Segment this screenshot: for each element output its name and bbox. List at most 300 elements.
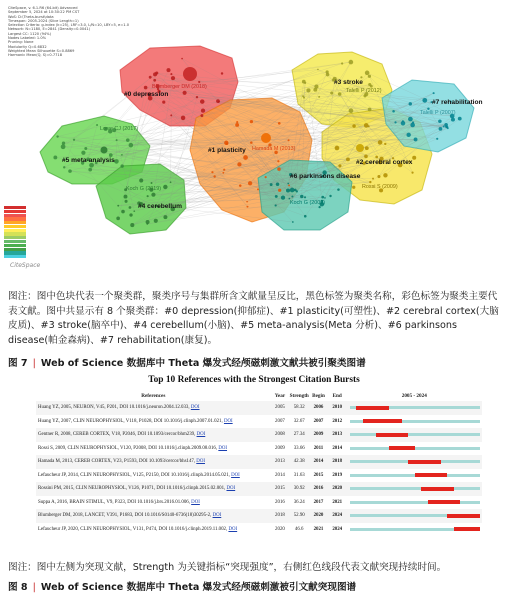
- network-node: [446, 126, 448, 128]
- burst-begin: 2009: [309, 428, 328, 442]
- header-info-line: CiteSpace, v. 6.1.R6 (64-bit) Advanced: [8, 6, 78, 10]
- network-node: [114, 159, 119, 164]
- burst-reference-text: Lefaucheur JP, 2014, CLIN NEUROPHYSIOL, V125, P2150, DOI 10.1016/j.clinph.2014.05.021,: [38, 472, 232, 478]
- burst-strength: 32.67: [293, 418, 305, 424]
- legend-swatch: [4, 217, 26, 220]
- burst-timeline-cell: [347, 401, 482, 415]
- network-node: [302, 95, 304, 97]
- burst-strength: 36.24: [293, 499, 305, 505]
- network-node: [296, 190, 298, 192]
- burst-reference: [36, 455, 271, 469]
- legend-swatch: [4, 221, 26, 224]
- network-node: [422, 98, 427, 103]
- network-node: [277, 167, 281, 171]
- network-node: [130, 223, 134, 227]
- header-info-line: Nodes Labeled: 1.0%: [8, 36, 47, 41]
- network-node: [146, 220, 150, 224]
- author-label-koch-2009: Koch G (2009): [290, 200, 326, 206]
- burst-reference: [36, 482, 271, 496]
- figure7-separator: |: [32, 358, 36, 369]
- burst-timeline-track: [350, 420, 480, 423]
- burst-duration-segment: [363, 419, 402, 423]
- cluster-label-5: #5 meta-analysis: [62, 157, 115, 164]
- burst-table-header: [36, 392, 482, 401]
- burst-timeline-cell: [347, 482, 482, 496]
- cluster-label-2: #2 cerebral cortex: [356, 159, 413, 166]
- network-node: [341, 62, 343, 64]
- burst-timeline-cell: [347, 428, 482, 442]
- network-node: [443, 125, 445, 127]
- network-node: [166, 68, 170, 72]
- burst-reference-text: Hamada M, 2013, CEREB CORTEX, V23, P1593, DOI 10.1093/cercor/bhs147,: [38, 459, 197, 465]
- burst-year: 2015: [271, 482, 290, 496]
- header-info-line: WoS: D:\Theta-burst\data: [8, 14, 54, 19]
- network-node: [239, 184, 242, 187]
- doi-link[interactable]: DOI: [218, 445, 228, 451]
- burst-timeline-track: [350, 447, 480, 450]
- network-node: [223, 169, 225, 171]
- network-node: [155, 71, 158, 74]
- legend-swatch: [4, 255, 26, 258]
- burst-end: 2024: [328, 509, 347, 523]
- network-node: [352, 186, 355, 189]
- network-node: [290, 188, 295, 193]
- author-label-lowe: Lowe CJ (2017): [100, 126, 139, 132]
- network-node: [149, 76, 152, 79]
- header-info-line: Largest CC: 1120 (94%): [8, 31, 51, 36]
- network-node: [96, 124, 98, 126]
- network-node: [154, 219, 158, 223]
- burst-year: 2018: [271, 509, 290, 523]
- legend-swatch: [4, 214, 26, 217]
- network-node: [377, 175, 380, 178]
- burst-timeline-track: [350, 528, 480, 531]
- burst-year: 2020: [275, 526, 285, 532]
- network-node: [63, 166, 65, 168]
- network-node: [171, 76, 175, 80]
- header-end: End: [332, 393, 342, 399]
- network-node: [364, 154, 368, 158]
- legend-swatch: [4, 248, 26, 251]
- network-node: [162, 101, 165, 104]
- network-node: [129, 213, 132, 216]
- network-node: [139, 178, 143, 182]
- network-node: [300, 195, 303, 198]
- burst-strength: 30.92: [289, 482, 309, 496]
- network-node: [218, 101, 220, 103]
- network-node: [451, 118, 455, 122]
- cluster-label-3: #3 stroke: [334, 79, 363, 86]
- network-node: [133, 210, 135, 212]
- network-node: [335, 146, 340, 151]
- doi-link[interactable]: DOI: [228, 526, 238, 532]
- network-node: [198, 81, 200, 83]
- network-node: [288, 139, 290, 141]
- header-info-line: Network: N=1180, E=2841 (Density=0.0041): [8, 27, 91, 32]
- network-node: [318, 96, 320, 98]
- burst-reference: [36, 428, 271, 442]
- burst-year: 2009: [275, 445, 285, 451]
- network-node: [257, 188, 259, 190]
- network-node: [411, 172, 413, 174]
- network-node: [329, 195, 331, 197]
- burst-end: 2019: [332, 472, 343, 478]
- network-node: [81, 151, 85, 155]
- network-node: [304, 215, 307, 218]
- burst-begin: 2006: [309, 401, 328, 415]
- burst-strength: 46.6: [294, 526, 304, 532]
- legend-swatch: [4, 225, 26, 228]
- network-node: [338, 92, 342, 96]
- network-node: [126, 138, 130, 142]
- network-node: [436, 138, 438, 140]
- network-node: [201, 108, 205, 112]
- network-node: [291, 195, 293, 197]
- network-node: [414, 137, 418, 141]
- network-node: [372, 178, 374, 180]
- cluster-label-1: #1 plasticity: [208, 147, 246, 154]
- network-node: [313, 88, 317, 92]
- burst-duration-segment: [415, 473, 448, 477]
- doi-link[interactable]: DOI: [223, 418, 233, 424]
- network-node: [237, 162, 241, 166]
- network-node: [170, 114, 172, 116]
- network-node: [346, 157, 350, 161]
- burst-begin: 2021: [313, 526, 324, 532]
- burst-reference-text: Suppa A, 2016, BRAIN STIMUL, V9, P323, DOI 10.1016/j.brs.2016.01.006,: [38, 499, 192, 505]
- network-node: [117, 205, 119, 207]
- burst-begin: 2016: [309, 482, 328, 496]
- network-node: [53, 156, 57, 160]
- network-node: [318, 206, 320, 208]
- network-node: [321, 196, 324, 199]
- burst-duration-segment: [376, 433, 409, 437]
- burst-reference-text: Huang YZ, 2007, CLIN NEUROPHYSIOL, V118, P1028, DOI 10.1016/j.clinph.2007.01.021,: [38, 418, 224, 424]
- cocitation-network-figure: [0, 0, 508, 290]
- network-node: [84, 147, 87, 150]
- burst-reference: [36, 496, 271, 510]
- header-info-line: Pruning: None: [8, 40, 34, 45]
- burst-reference-text: Rossi S, 2009, CLIN NEUROPHYSIOL, V120, P2008, DOI 10.1016/j.clinph.2009.08.016,: [38, 445, 219, 451]
- network-node: [368, 83, 371, 86]
- header-range: 2005 - 2024: [401, 393, 427, 399]
- network-node: [369, 181, 371, 183]
- burst-reference: [36, 509, 271, 523]
- burst-reference-text: Huang YZ, 2005, NEURON, V45, P201, DOI 10.1016/j.neuron.2004.12.033,: [38, 405, 191, 411]
- network-hub-node: [101, 147, 108, 154]
- figure8-title: [8, 579, 500, 593]
- header-info-line: Weighted Mean Silhouette S=0.8869: [8, 48, 75, 53]
- burst-row: [36, 401, 482, 415]
- legend-swatch: [4, 244, 26, 247]
- burst-reference-text: Gentner R, 2008, CEREB CORTEX, V18, P2046, DOI 10.1093/cercor/bhm239,: [38, 432, 197, 438]
- network-node: [129, 206, 132, 209]
- author-label-koch-2019: Koch G (2019): [126, 186, 162, 192]
- burst-reference-text: Blumberger DM, 2018, LANCET, V391, P1683, DOI 10.1016/S0140-6736(18)30295-2,: [38, 513, 213, 519]
- legend-swatch: [4, 236, 26, 239]
- network-node: [183, 91, 187, 95]
- legend-swatch: [4, 229, 26, 232]
- network-node: [270, 183, 273, 186]
- network-node: [330, 91, 333, 94]
- network-node: [246, 206, 248, 208]
- author-label-talelli-2007: Talelli P (2007): [420, 110, 456, 116]
- network-node: [121, 210, 125, 214]
- network-node: [213, 175, 215, 177]
- network-node: [153, 79, 156, 82]
- network-node: [287, 183, 289, 185]
- network-node: [383, 173, 387, 177]
- network-node: [364, 123, 369, 128]
- burst-strength: 33.66: [293, 445, 305, 451]
- burst-duration-segment: [356, 406, 389, 410]
- burst-reference: [36, 415, 271, 429]
- burst-begin: 2014: [309, 455, 328, 469]
- network-node: [129, 143, 134, 148]
- legend-swatch: [4, 206, 26, 209]
- burst-end: 2021: [332, 499, 343, 505]
- burst-row: [36, 482, 482, 496]
- network-node: [211, 171, 213, 173]
- figure7-title-text: Web of Science 数据库中 Theta 爆发式经颅磁刺激文献共被引聚类图谱: [40, 358, 366, 369]
- burst-begin: 2011: [313, 445, 324, 451]
- network-node: [275, 195, 278, 198]
- network-node: [224, 141, 228, 145]
- network-node: [248, 181, 252, 185]
- figure8-note: 图注：图中左侧为突现文献，Strength 为关键指标“突现强度”，右侧红色线段代表文献突现持续时间。: [8, 562, 447, 573]
- burst-end: 2014: [332, 445, 343, 451]
- network-node: [62, 142, 65, 145]
- burst-row: [36, 469, 482, 483]
- network-node: [409, 102, 412, 105]
- network-node: [120, 164, 123, 167]
- burst-table: [36, 392, 482, 536]
- network-node: [392, 110, 395, 113]
- network-node: [378, 140, 383, 145]
- citespace-header-info: [8, 6, 128, 58]
- burst-timeline-track: [350, 433, 480, 436]
- cluster-label-6: #6 parkinsons disease: [290, 173, 361, 180]
- network-node: [200, 114, 203, 117]
- network-node: [275, 204, 277, 206]
- network-node: [170, 181, 172, 183]
- network-node: [306, 88, 310, 92]
- burst-timeline-cell: [347, 523, 482, 537]
- burst-row: [36, 523, 482, 537]
- network-node: [438, 119, 442, 123]
- network-node: [317, 69, 319, 71]
- network-node: [368, 125, 370, 127]
- network-node: [412, 156, 416, 160]
- network-node: [181, 116, 185, 120]
- network-node: [401, 121, 406, 126]
- network-hub-node: [261, 133, 271, 143]
- figure7-note: 图注：图中色块代表一个聚类群，聚类序号与集群所含文献量呈反比，黑色标签为聚类名称，彩色标签为聚类主要代表文献。图中共显示有 8 个聚类群：#0 depression(抑郁症)、#1 plasticity(可塑性)、#2 cerebral cortex(大脑皮质)、#3 stroke(脑卒中)、#4 cerebellum(小脑)、#5 meta-analysis(Meta 分析)、#6 parkinsons disease(帕金森病)、#7 rehabilitation(康复)。: [8, 291, 499, 346]
- burst-timeline-track: [350, 501, 480, 504]
- burst-timeline-track: [350, 460, 480, 463]
- network-node: [61, 144, 66, 149]
- network-node: [246, 201, 248, 203]
- network-node: [73, 139, 75, 141]
- burst-end: 2024: [332, 526, 343, 532]
- burst-duration-segment: [389, 446, 415, 450]
- network-node: [121, 154, 123, 156]
- burst-timeline-cell: [347, 455, 482, 469]
- figure8-title-text: Web of Science 数据库中 Theta 爆发式经颅磁刺激被引文献突现图谱: [40, 582, 357, 593]
- burst-strength: 27.34: [289, 428, 309, 442]
- burst-timeline-cell: [347, 469, 482, 483]
- header-info-line: Selection Criteria: g-index (k=25), LRF=3.0, L/N=10, LBY=5, e=1.0: [8, 23, 129, 28]
- doi-link[interactable]: DOI: [191, 499, 200, 505]
- header-strength: Strength: [289, 393, 309, 399]
- burst-end: 2020: [328, 482, 347, 496]
- burst-year: 2016: [275, 499, 285, 505]
- legend-swatch: [4, 232, 26, 235]
- burst-reference-text: Lefaucheur JP, 2020, CLIN NEUROPHYSIOL, V131, P474, DOI 10.1016/j.clinph.2019.11.002,: [38, 526, 229, 532]
- burst-end: 2012: [332, 418, 343, 424]
- burst-row: [36, 442, 482, 456]
- burst-timeline-cell: [347, 496, 482, 510]
- doi-link[interactable]: DOI: [196, 432, 206, 438]
- figure7-number: 图 7: [8, 358, 28, 369]
- burst-year: 2013: [271, 455, 290, 469]
- burst-timeline-cell: [347, 509, 482, 523]
- network-node: [196, 96, 198, 98]
- network-node: [276, 182, 280, 186]
- network-node: [243, 155, 248, 160]
- burst-reference: [36, 523, 271, 537]
- network-node: [410, 123, 415, 128]
- header-info-line: Timespan: 2005-2024 (Slice Length=1): [8, 18, 79, 23]
- network-node: [124, 195, 128, 199]
- network-node: [302, 80, 306, 84]
- cluster-label-4: #4 cerebellum: [138, 203, 182, 210]
- burst-timeline-cell: [347, 415, 482, 429]
- burst-timeline-cell: [347, 442, 482, 456]
- legend-swatch: [4, 251, 26, 254]
- burst-table-title: Top 10 References with the Strongest Citation Bursts: [148, 375, 360, 385]
- doi-link[interactable]: DOI: [212, 513, 222, 519]
- burst-end: 2013: [328, 428, 347, 442]
- author-label-talelli-2012: Talelli P (2012): [346, 88, 382, 94]
- doi-link[interactable]: DOI: [196, 459, 205, 465]
- burst-timeline-track: [350, 406, 480, 409]
- legend-swatch: [4, 210, 26, 213]
- author-label-hamada: Hamada M (2013): [252, 146, 296, 152]
- burst-duration-segment: [408, 460, 441, 464]
- network-node: [375, 156, 378, 159]
- burst-strength: 42.38: [289, 455, 309, 469]
- header-info-line: Harmonic Mean(Q, S)=0.7718: [8, 53, 62, 58]
- network-node: [368, 75, 371, 78]
- network-node: [304, 196, 306, 198]
- burst-strength: 58.32: [289, 401, 309, 415]
- burst-duration-segment: [428, 500, 461, 504]
- cluster-label-7: #7 rehabilitation: [432, 99, 483, 106]
- network-node: [144, 86, 148, 90]
- figure8-number: 图 8: [8, 582, 28, 593]
- network-node: [222, 172, 224, 174]
- network-node: [236, 121, 238, 123]
- doi-link[interactable]: DOI: [226, 486, 236, 492]
- burst-year: 2005: [271, 401, 290, 415]
- year-color-legend: [4, 206, 26, 259]
- burst-end: 2018: [328, 455, 347, 469]
- header-year: Year: [274, 393, 286, 399]
- network-node: [349, 108, 354, 113]
- network-node: [394, 121, 396, 123]
- network-node: [349, 60, 354, 65]
- network-node: [433, 92, 435, 94]
- network-node: [163, 215, 167, 219]
- network-node: [88, 168, 92, 172]
- burst-timeline-track: [350, 487, 480, 490]
- network-node: [147, 195, 149, 197]
- network-node: [278, 122, 281, 125]
- network-node: [324, 197, 326, 199]
- burst-timeline-track: [350, 474, 480, 477]
- network-node: [151, 193, 155, 197]
- network-hub-node: [356, 144, 364, 152]
- burst-begin: 2020: [309, 509, 328, 523]
- burst-begin: 2017: [313, 499, 324, 505]
- cluster-label-0: #0 depression: [124, 91, 169, 98]
- header-info-line: Modularity Q=0.6832: [8, 44, 47, 49]
- burst-begin: 2015: [313, 472, 324, 478]
- doi-link[interactable]: DOI: [190, 405, 200, 411]
- burst-row: [36, 455, 482, 469]
- network-node: [250, 120, 253, 123]
- network-node: [116, 217, 120, 221]
- header-info-line: September 5, 2024 at 10:30:22 PM CST: [8, 10, 80, 15]
- burst-year: 2008: [271, 428, 290, 442]
- network-node: [163, 185, 167, 189]
- network-node: [288, 185, 290, 187]
- author-label-rossi: Rossi S (2009): [362, 184, 398, 190]
- network-node: [365, 71, 370, 76]
- network-node: [286, 188, 290, 192]
- burst-end: 2010: [328, 401, 347, 415]
- burst-row: [36, 415, 482, 429]
- network-node: [292, 221, 294, 223]
- network-node: [235, 123, 239, 127]
- burst-year: 2007: [275, 418, 285, 424]
- figure8-separator: |: [32, 582, 36, 593]
- network-node: [151, 182, 153, 184]
- legend-swatch: [4, 240, 26, 243]
- burst-duration-segment: [454, 527, 480, 531]
- network-node: [408, 117, 413, 122]
- burst-row: [36, 496, 482, 510]
- network-node: [406, 133, 410, 137]
- burst-reference: [36, 469, 271, 483]
- network-node: [250, 141, 253, 144]
- network-node: [68, 169, 72, 173]
- network-node: [326, 73, 329, 76]
- doi-link[interactable]: DOI: [231, 472, 240, 478]
- figure7-title: [8, 355, 500, 369]
- network-node: [56, 135, 58, 137]
- network-hub-node: [183, 67, 197, 81]
- header-references: References: [141, 393, 166, 399]
- network-node: [125, 200, 128, 203]
- network-node: [170, 73, 172, 75]
- network-node: [278, 189, 281, 192]
- network-node: [458, 117, 462, 121]
- network-node: [265, 176, 267, 178]
- burst-row: [36, 509, 482, 523]
- burst-duration-segment: [421, 487, 454, 491]
